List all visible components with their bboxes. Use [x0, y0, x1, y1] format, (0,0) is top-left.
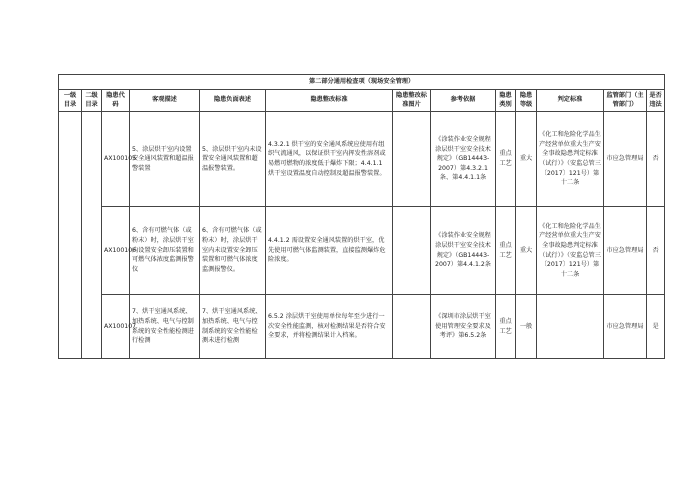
header-authority: 监管部门（主管部门）: [604, 90, 647, 112]
header-grade: 隐患等级: [516, 90, 537, 112]
judgment-cell: 《化工和危险化学品生产经营单位重大生产安全事故隐患判定标准（试行）》（安监总管三〔2017〕121号）第十二条: [537, 207, 604, 295]
standard-img-cell: [393, 112, 431, 207]
grade-cell: 一般: [516, 295, 537, 359]
header-hazard: 隐患负面表述: [200, 90, 266, 112]
hazard-cell: 5、涂层烘干室内未设置安全通风装置和超温报警装置。: [200, 112, 266, 207]
grade-cell: 重大: [516, 207, 537, 295]
reference-cell: 《涂装作业安全规程涂层烘干室安全技术规定》（GB14443-2007）第4.3.2.1条、第4.4.1.1条: [431, 112, 496, 207]
standard-cell: 6.5.2 涂层烘干室使用单位每年至少进行一次安全性能监测，核对检测结果是否符合安全要求，并将检测结果计入档案。: [266, 295, 393, 359]
reference-cell: 《深圳市涂层烘干室使用管理安全要求及考评》第6.5.2条: [431, 295, 496, 359]
category-cell: 重点工艺: [496, 207, 516, 295]
objective-cell: 5、涂层烘干室内设置安全通风装置和超温报警装置: [130, 112, 200, 207]
authority-cell: 市应急管理局: [604, 207, 647, 295]
header-violation: 是否违法: [647, 90, 665, 112]
authority-cell: 市应急管理局: [604, 295, 647, 359]
standard-img-cell: [393, 295, 431, 359]
header-judgment: 判定标准: [537, 90, 604, 112]
inspection-table: [58, 74, 665, 359]
level1-cell: [59, 112, 82, 359]
objective-cell: 6、含有可燃气体（或粉末）时，涂层烘干室内设置安全卸压装置和可燃气体浓度监测报警仪: [130, 207, 200, 295]
standard-cell: 4.3.2.1 烘干室的安全通风系统应使用有组织气流通风，以保证烘干室内挥发性溶剂或易燃可燃物的浓度低于爆炸下限；4.4.1.1 烘干室设置温度自动控制及超温报警装置。: [266, 112, 393, 207]
authority-cell: 市应急管理局: [604, 112, 647, 207]
violation-cell: 是: [647, 295, 665, 359]
header-objective: 客观描述: [130, 90, 200, 112]
code-cell: AX100106: [102, 207, 130, 295]
header-category: 隐患类别: [496, 90, 516, 112]
violation-cell: 否: [647, 112, 665, 207]
header-reference: 参考依据: [431, 90, 496, 112]
section-title: 第二部分通用检查项（现场安全管理）: [59, 75, 665, 90]
category-cell: 重点工艺: [496, 295, 516, 359]
objective-cell: 7、烘干室通风系统、加热系统、电气与控制系统的安全性能检测进行检测: [130, 295, 200, 359]
grade-cell: 重大: [516, 112, 537, 207]
judgment-cell: [537, 295, 604, 359]
judgment-cell: 《化工和危险化学品生产经营单位重大生产安全事故隐患判定标准（试行）》（安监总管三〔2017〕121号）第十二条: [537, 112, 604, 207]
hazard-cell: 7、烘干室通风系统、加热系统、电气与控制系统的安全性能检测未进行检测: [200, 295, 266, 359]
header-standard: 隐患整改标准: [266, 90, 393, 112]
code-cell: AX100107: [102, 295, 130, 359]
violation-cell: 否: [647, 207, 665, 295]
standard-cell: 4.4.1.2 需设置安全通风装置的烘干室，优先使用可燃气体监测装置，直接监测爆炸危险浓度。: [266, 207, 393, 295]
category-cell: 重点工艺: [496, 112, 516, 207]
table-row: [59, 295, 665, 359]
header-level1: 一级目录: [59, 90, 82, 112]
header-standard-img: 隐患整改标准图片: [393, 90, 431, 112]
header-row: [59, 90, 665, 112]
reference-cell: 《涂装作业安全规程涂层烘干室安全技术规定》（GB14443-2007）第4.4.1.2条: [431, 207, 496, 295]
header-code: 隐患代码: [102, 90, 130, 112]
hazard-cell: 6、含有可燃气体（或粉末）时，涂层烘干室内未设置安全卸压装置和可燃气体浓度监测报警仪。: [200, 207, 266, 295]
standard-img-cell: [393, 207, 431, 295]
code-cell: AX100105: [102, 112, 130, 207]
header-level2: 二级目录: [82, 90, 102, 112]
table-row: [59, 112, 665, 207]
level2-cell: [82, 112, 102, 359]
table-row: [59, 207, 665, 295]
